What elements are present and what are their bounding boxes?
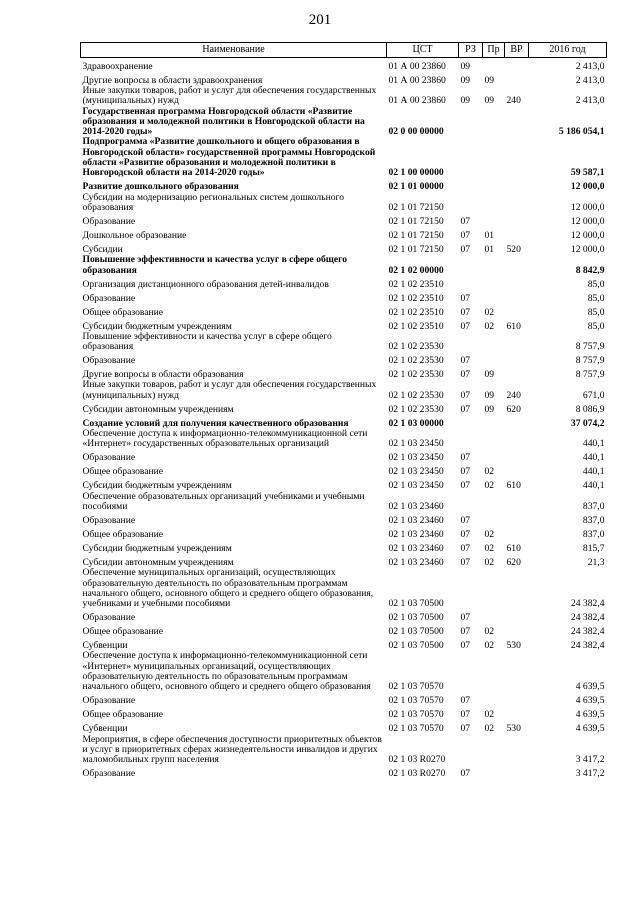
cell-rz: 07 [460,542,471,554]
cell-sum: 2 413,0 [575,95,605,107]
cell-pr [483,693,505,707]
cell-vr [505,651,529,692]
cell-cst: 02 1 03 70570 [388,695,444,707]
cell-pr [483,568,505,609]
cell-cst: 02 1 03 23450 [388,480,444,492]
cell-vr [505,193,529,214]
cell-vr [505,107,529,138]
cell-rz: 07 [460,320,471,332]
cell-sum: 85,0 [587,320,605,332]
cell-name: Субсидии бюджетным учреждениям [82,542,232,554]
cell-sum: 2 413,0 [575,60,605,72]
table-row [81,401,607,415]
cell-rz [459,193,483,214]
cell-cst: 02 1 03 23460 [388,514,444,526]
table-row [81,512,607,526]
cell-rz: 07 [460,695,471,707]
cell-cst: 02 1 01 72150 [388,229,444,241]
cell-name: Повышение эффективности и качества услуг в сфере общего образования [82,330,332,353]
cell-sum: 8 757,9 [575,355,605,367]
cell-pr: 02 [484,306,495,318]
cell-rz [459,107,483,138]
cell-name: Другие вопросы в области здравоохранения [82,74,263,86]
cell-pr [483,651,505,692]
cell-sum: 4 639,5 [575,695,605,707]
cell-name: Подпрограмма «Развитие дошкольного и общего образования в Новгородской области» государственной программы Новгородской области «Развитие образования и молодежной политики в Новгородской области на 2014-2020 годы» [82,136,376,179]
table-row [81,429,607,450]
table-row [81,380,607,401]
cell-sum: 4 639,5 [575,681,605,693]
cell-pr [483,492,505,513]
table-row [81,193,607,214]
cell-vr: 520 [506,243,521,255]
cell-vr [505,693,529,707]
cell-cst: 02 1 03 23460 [388,500,444,512]
cell-pr: 01 [484,243,495,255]
cell-sum: 85,0 [587,278,605,290]
cell-cst: 02 1 03 23460 [388,528,444,540]
cell-cst: 01 А 00 23860 [388,74,446,86]
cell-cst: 02 1 03 R0270 [388,754,446,766]
cell-cst: 02 1 02 23510 [388,306,444,318]
cell-rz: 07 [460,480,471,492]
table-row [81,540,607,554]
cell-vr [505,609,529,623]
cell-name: Мероприятия, в сфере обеспечения доступности приоритетных объектов и услуг в приоритетных сферах жизнедеятельности инвалидов и других маломобильных групп населения [82,733,382,766]
cell-vr [505,464,529,478]
cell-sum: 24 382,4 [570,626,605,638]
cell-cst: 02 1 03 70500 [388,626,444,638]
cell-rz [459,179,483,193]
cell-cst: 02 1 02 00000 [388,264,444,276]
cell-rz: 07 [460,768,471,780]
cell-sum: 85,0 [587,306,605,318]
cell-cst: 02 1 03 70570 [388,709,444,721]
cell-name: Образование [82,612,136,624]
cell-pr [483,290,505,304]
table-row [81,179,607,193]
table-row [81,637,607,651]
cell-vr [505,568,529,609]
cell-sum: 440,1 [582,480,605,492]
cell-vr: 620 [506,556,521,568]
cell-rz: 07 [460,640,471,652]
cell-vr [505,255,529,276]
cell-pr [483,58,505,73]
cell-vr [505,179,529,193]
cell-name: Создание условий для получения качественного образования [82,417,349,429]
cell-sum: 24 382,4 [570,640,605,652]
cell-pr [483,255,505,276]
cell-name: Обеспечение муниципальных организаций, осуществляющих образовательную деятельность по образовательным программам начального общего, основного общего и среднего общего образования, учебниками и учебными пособиями [82,567,374,610]
cell-rz: 09 [460,74,471,86]
cell-name: Образование [82,514,136,526]
cell-name: Здравоохранение [82,60,153,72]
cell-pr [483,450,505,464]
cell-sum: 24 382,4 [570,598,605,610]
cell-pr: 09 [484,403,495,415]
cell-cst: 02 1 03 23450 [388,466,444,478]
cell-vr: 240 [506,95,521,107]
cell-sum: 837,0 [582,500,605,512]
cell-cst: 02 1 03 70500 [388,612,444,624]
budget-table [80,42,607,780]
cell-pr: 02 [484,542,495,554]
cell-cst: 02 1 01 72150 [388,243,444,255]
cell-name: Субсидии [82,243,123,255]
table-row [81,227,607,241]
cell-pr [483,352,505,366]
cell-rz: 07 [460,215,471,227]
cell-cst: 02 1 02 23530 [388,355,444,367]
cell-rz: 07 [460,514,471,526]
cell-rz [459,276,483,290]
cell-pr [483,276,505,290]
cell-rz: 07 [460,709,471,721]
cell-rz [459,415,483,429]
cell-vr: 530 [506,723,521,735]
cell-cst: 02 1 02 23510 [388,292,444,304]
cell-pr: 02 [484,640,495,652]
cell-sum: 8 086,9 [575,403,605,415]
cell-pr [483,107,505,138]
cell-rz [459,255,483,276]
cell-name: Общее образование [82,709,164,721]
cell-pr: 02 [484,709,495,721]
cell-pr [483,429,505,450]
cell-cst: 02 1 02 23510 [388,278,444,290]
cell-name: Образование [82,215,136,227]
cell-pr [483,137,505,178]
header-name: Наименование [81,43,387,58]
cell-name: Субсидии бюджетным учреждениям [82,320,232,332]
cell-vr [505,512,529,526]
cell-pr: 02 [484,556,495,568]
cell-vr [505,304,529,318]
cell-name: Обеспечение образовательных организаций учебниками и учебными пособиями [82,490,365,512]
table-row [81,332,607,353]
cell-rz [459,492,483,513]
cell-sum: 12 000,0 [570,229,605,241]
cell-pr [483,332,505,353]
cell-sum: 8 757,9 [575,341,605,353]
cell-sum: 837,0 [582,514,605,526]
cell-vr [505,526,529,540]
cell-pr: 09 [484,95,495,107]
cell-name: Образование [82,452,136,464]
cell-pr: 02 [484,528,495,540]
cell-name: Образование [82,695,136,707]
cell-rz: 07 [460,369,471,381]
cell-sum: 12 000,0 [570,181,605,193]
cell-sum: 12 000,0 [570,243,605,255]
cell-cst: 02 1 03 70500 [388,640,444,652]
cell-name: Иные закупки товаров, работ и услуг для обеспечения государственных (муниципальных) нужд [82,85,377,107]
cell-name: Организация дистанционного образования детей-инвалидов [82,278,329,290]
cell-name: Другие вопросы в области образования [82,369,244,381]
cell-vr: 530 [506,640,521,652]
cell-rz: 09 [460,60,471,72]
cell-sum: 12 000,0 [570,215,605,227]
cell-rz: 07 [460,556,471,568]
cell-name: Общее образование [82,626,164,638]
table-row [81,526,607,540]
cell-name: Образование [82,768,136,780]
cell-vr: 610 [506,542,521,554]
table-row [81,721,607,735]
table-row [81,554,607,568]
table-row [81,415,607,429]
cell-rz: 07 [460,528,471,540]
cell-name: Общее образование [82,528,164,540]
cell-name: Развитие дошкольного образования [82,181,239,193]
cell-vr: 620 [506,403,521,415]
table-row [81,651,607,692]
cell-cst: 02 1 03 00000 [388,417,444,429]
cell-vr [505,72,529,86]
cell-cst: 02 1 02 23530 [388,341,444,353]
cell-pr [483,735,505,766]
table-row [81,450,607,464]
table-row [81,213,607,227]
cell-name: Иные закупки товаров, работ и услуг для обеспечения государственных (муниципальных) нужд [82,379,377,401]
cell-sum: 5 186 054,1 [558,126,605,138]
cell-sum: 3 417,2 [575,768,605,780]
page-number: 201 [308,12,332,28]
cell-sum: 8 842,9 [575,264,605,276]
table-row [81,304,607,318]
table-row [81,107,607,138]
cell-vr [505,58,529,73]
cell-cst: 02 1 03 23450 [388,438,444,450]
table-row [81,623,607,637]
cell-cst: 02 1 02 23530 [388,389,444,401]
table-row [81,609,607,623]
cell-vr [505,415,529,429]
cell-rz [459,137,483,178]
cell-pr [483,415,505,429]
cell-pr: 02 [484,480,495,492]
cell-cst: 02 1 03 70570 [388,723,444,735]
table-row [81,366,607,380]
cell-name: Субсидии на модернизацию региональных систем дошкольного образования [82,191,345,213]
cell-sum: 2 413,0 [575,74,605,86]
cell-pr: 02 [484,723,495,735]
cell-cst: 02 1 00 00000 [388,167,444,179]
cell-name: Субвенции [82,640,128,652]
cell-cst: 02 1 03 R0270 [388,768,446,780]
cell-rz [459,332,483,353]
cell-name: Обеспечение доступа к информационно-телекоммуникационной сети «Интернет» государственных образовательных организаций [82,428,368,450]
cell-rz: 07 [460,723,471,735]
cell-name: Субсидии автономным учреждениям [82,556,234,568]
cell-vr [505,450,529,464]
cell-sum: 21,3 [587,556,605,568]
cell-cst: 02 1 01 72150 [388,215,444,227]
cell-rz: 07 [460,355,471,367]
cell-pr [483,193,505,214]
cell-pr: 01 [484,229,495,241]
cell-name: Общее образование [82,306,164,318]
cell-vr: 610 [506,480,521,492]
cell-name: Субсидии бюджетным учреждениям [82,480,232,492]
cell-vr [505,366,529,380]
cell-pr: 09 [484,369,495,381]
header-pr: Пр [483,43,505,58]
table-header-row [81,43,607,58]
cell-sum: 59 587,1 [570,167,605,179]
cell-sum: 24 382,4 [570,612,605,624]
cell-pr: 09 [484,389,495,401]
cell-vr [505,352,529,366]
cell-vr [505,623,529,637]
table-row [81,693,607,707]
cell-sum: 85,0 [587,292,605,304]
cell-sum: 671,0 [582,389,605,401]
cell-cst: 02 0 00 00000 [388,126,444,138]
table-row [81,492,607,513]
cell-cst: 02 1 03 70500 [388,598,444,610]
cell-rz: 07 [460,452,471,464]
cell-vr [505,227,529,241]
cell-rz [459,735,483,766]
cell-name: Субсидии автономным учреждениям [82,403,234,415]
cell-cst: 02 1 02 23530 [388,369,444,381]
cell-pr: 02 [484,466,495,478]
table-row [81,86,607,107]
cell-rz: 07 [460,403,471,415]
cell-cst: 02 1 02 23530 [388,403,444,415]
cell-sum: 12 000,0 [570,201,605,213]
table-row [81,478,607,492]
cell-vr [505,707,529,721]
cell-pr [483,179,505,193]
cell-sum: 3 417,2 [575,754,605,766]
cell-rz: 07 [460,229,471,241]
cell-cst: 02 1 01 72150 [388,201,444,213]
cell-rz: 07 [460,389,471,401]
cell-cst: 02 1 03 23460 [388,542,444,554]
cell-rz: 07 [460,612,471,624]
cell-cst: 02 1 02 23510 [388,320,444,332]
table-row [81,276,607,290]
cell-vr [505,137,529,178]
cell-pr: 02 [484,626,495,638]
cell-cst: 01 А 00 23860 [388,60,446,72]
cell-rz [459,568,483,609]
cell-sum: 440,1 [582,438,605,450]
table-row [81,137,607,178]
cell-name: Образование [82,355,136,367]
cell-vr [505,766,529,780]
table-row [81,352,607,366]
header-rz: РЗ [459,43,483,58]
cell-cst: 02 1 03 23460 [388,556,444,568]
table-row [81,72,607,86]
table-row [81,290,607,304]
cell-vr [505,276,529,290]
cell-pr [483,512,505,526]
cell-rz: 07 [460,243,471,255]
cell-pr [483,766,505,780]
cell-vr [505,213,529,227]
header-vr: ВР [505,43,529,58]
table-row [81,568,607,609]
cell-vr [505,735,529,766]
cell-vr: 240 [506,389,521,401]
cell-sum: 4 639,5 [575,709,605,721]
cell-pr [483,213,505,227]
table-body [81,58,607,780]
cell-name: Субвенции [82,723,128,735]
cell-rz [459,651,483,692]
table-row [81,735,607,766]
cell-cst: 02 1 03 23450 [388,452,444,464]
cell-rz: 09 [460,95,471,107]
cell-rz: 07 [460,466,471,478]
cell-vr [505,290,529,304]
table-row [81,58,607,73]
table-row [81,464,607,478]
table-row [81,766,607,780]
cell-pr [483,609,505,623]
cell-sum: 37 074,2 [570,417,605,429]
cell-vr [505,492,529,513]
cell-sum: 8 757,9 [575,369,605,381]
cell-rz: 07 [460,306,471,318]
cell-rz [459,429,483,450]
cell-pr: 09 [484,74,495,86]
table-row [81,707,607,721]
table-row [81,255,607,276]
cell-sum: 4 639,5 [575,723,605,735]
cell-vr [505,429,529,450]
cell-name: Обеспечение доступа к информационно-телекоммуникационной сети «Интернет» муниципальных организаций, осуществляющих образовательную деятельность по образовательным программам начального общего, основного общего и среднего общего образования [82,650,371,693]
cell-rz: 07 [460,626,471,638]
cell-cst: 01 А 00 23860 [388,95,446,107]
cell-name: Дошкольное образование [82,229,187,241]
cell-vr [505,332,529,353]
cell-name: Повышение эффективности и качества услуг в сфере общего образования [82,254,348,276]
cell-sum: 440,1 [582,452,605,464]
table-row [81,318,607,332]
cell-name: Государственная программа Новгородской области «Развитие образования и молодежной политики в Новгородской области на 2014-2020 годы» [82,105,365,138]
cell-rz: 07 [460,292,471,304]
cell-sum: 837,0 [582,528,605,540]
table-row [81,241,607,255]
cell-vr: 610 [506,320,521,332]
cell-name: Образование [82,292,136,304]
header-sum: 2016 год [529,43,607,58]
cell-sum: 815,7 [582,542,605,554]
cell-cst: 02 1 01 00000 [388,181,444,193]
cell-name: Общее образование [82,466,164,478]
cell-pr: 02 [484,320,495,332]
header-cst: ЦСТ [387,43,459,58]
cell-sum: 440,1 [582,466,605,478]
cell-cst: 02 1 03 70570 [388,681,444,693]
